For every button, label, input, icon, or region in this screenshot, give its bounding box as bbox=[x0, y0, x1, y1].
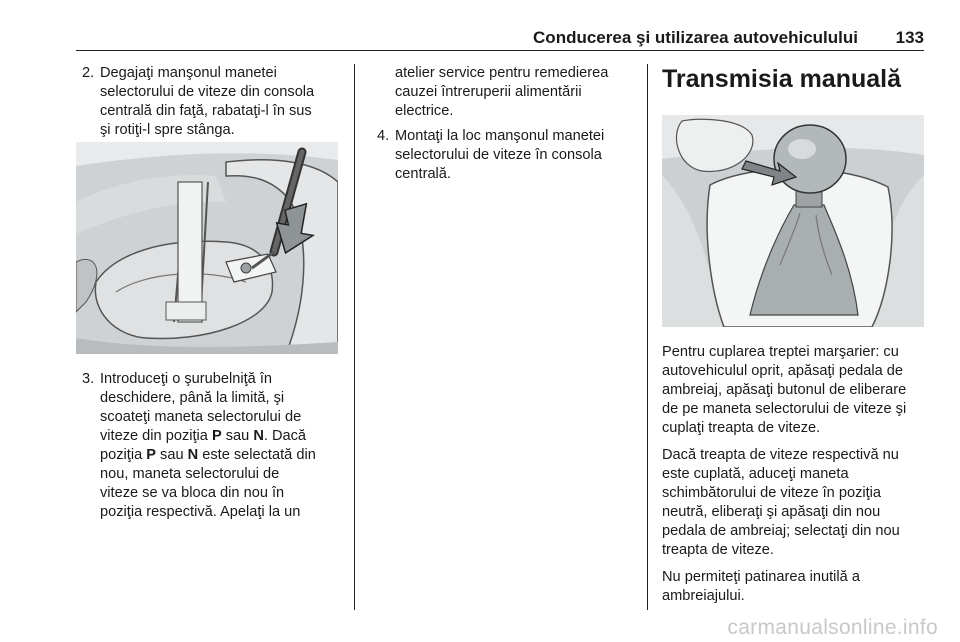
step-line: cauzei întreruperii alimentării bbox=[395, 84, 582, 100]
text-line: Nu permiteţi patinarea inutilă a bbox=[662, 569, 860, 585]
header-title: Conducerea şi utilizarea autovehiculului bbox=[533, 28, 858, 47]
step-line: scoateţi maneta selectorului de bbox=[100, 409, 302, 425]
step-line: centrală. bbox=[395, 166, 451, 182]
step-line: selectorului de viteze din consola bbox=[100, 84, 315, 100]
text-line: treapta de viteze. bbox=[662, 542, 774, 558]
paragraph-reverse-gear bbox=[662, 343, 928, 438]
watermark: carmanualsonline.info bbox=[727, 616, 938, 639]
text: . Dacă bbox=[263, 428, 307, 444]
step-line: atelier service pentru remedierea bbox=[395, 65, 609, 81]
step-line: selectorului de viteze în consola bbox=[395, 147, 602, 163]
column-1 bbox=[76, 64, 341, 140]
step-line: Introduceţi o şurubelniţă în bbox=[100, 371, 272, 387]
text-line: neutră, eliberaţi şi apăsaţi din nou bbox=[662, 504, 881, 520]
column-3 bbox=[662, 64, 928, 94]
step-3 bbox=[76, 370, 341, 522]
text-line: pedala de ambreiaj; selectaţi din nou bbox=[662, 523, 900, 539]
text-line: Pentru cuplarea treptei marşarier: cu bbox=[662, 344, 899, 360]
step-line: Montaţi la loc manşonul manetei bbox=[395, 128, 605, 144]
step-line: centrală din faţă, rabataţi-l în sus bbox=[100, 103, 312, 119]
gear-p-label: P bbox=[211, 428, 222, 444]
step-2 bbox=[76, 64, 341, 140]
text: sau bbox=[155, 447, 188, 463]
gear-n-label: N bbox=[187, 447, 199, 463]
step-line: nou, maneta selectorului de bbox=[100, 466, 280, 482]
text-line: Dacă treapta de viteze respectivă nu bbox=[662, 447, 899, 463]
paragraph-clutch-slip bbox=[662, 568, 928, 606]
gear-p-label: P bbox=[146, 447, 156, 463]
gear-n-label: N bbox=[253, 428, 264, 444]
section-title: Transmisia manuală bbox=[662, 65, 902, 93]
step-4 bbox=[371, 127, 633, 184]
step-line: deschidere, până la limită, şi bbox=[100, 390, 285, 406]
text: sau bbox=[221, 428, 254, 444]
screwdriver-illustration bbox=[76, 142, 338, 354]
page-number: 133 bbox=[895, 28, 924, 47]
step-line: viteze se va bloca din nou în bbox=[100, 485, 285, 501]
text-line: cuplaţi treapta de viteze. bbox=[662, 420, 821, 436]
step-line: Degajaţi manşonul manetei bbox=[100, 65, 277, 81]
step-number: 4. bbox=[377, 128, 390, 144]
step-number: 3. bbox=[82, 371, 95, 387]
text-line: autovehiculul oprit, apăsaţi pedala de bbox=[662, 363, 903, 379]
gear-lever-illustration bbox=[662, 115, 924, 327]
text: viteze din poziţia bbox=[100, 428, 212, 444]
step-line: şi rotiţi-l spre stânga. bbox=[100, 122, 235, 138]
step-line: electrice. bbox=[395, 103, 454, 119]
column-1-lower bbox=[76, 370, 341, 522]
step-number: 2. bbox=[82, 65, 95, 81]
text-line: este cuplată, aduceţi maneta bbox=[662, 466, 849, 482]
text: poziţia bbox=[100, 447, 147, 463]
step-3-continued bbox=[371, 64, 633, 121]
step-line bbox=[100, 446, 341, 465]
text-line: ambreiajului. bbox=[662, 588, 745, 604]
column-divider-left bbox=[354, 64, 355, 610]
text-line: schimbătorului de viteze în poziţia bbox=[662, 485, 882, 501]
text-line: ambreiaj, apăsaţi butonul de eliberare bbox=[662, 382, 907, 398]
column-divider-right bbox=[647, 64, 648, 610]
step-line bbox=[100, 427, 341, 446]
column-2 bbox=[371, 64, 633, 184]
paragraph-gear-not-engaged bbox=[662, 446, 928, 560]
text: este selectată din bbox=[198, 447, 316, 463]
page-header bbox=[76, 24, 924, 51]
text-line: de pe maneta selectorului de viteze şi bbox=[662, 401, 907, 417]
step-line: poziţia respectivă. Apelaţi la un bbox=[100, 504, 301, 520]
column-3-text bbox=[662, 343, 928, 614]
